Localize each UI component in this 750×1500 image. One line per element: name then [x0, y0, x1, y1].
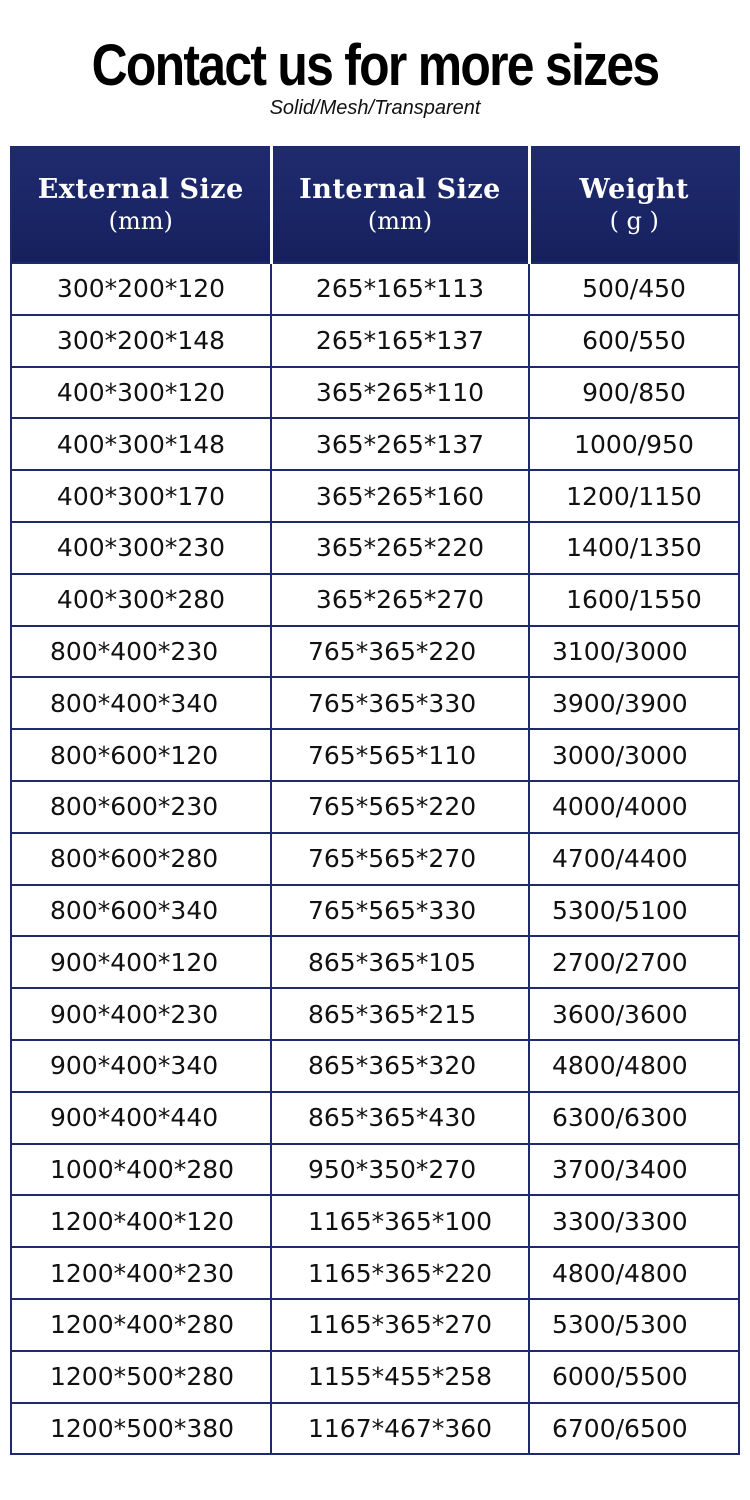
weight-cell: 3600/3600	[529, 988, 739, 1040]
table-header	[11, 147, 739, 263]
table-row	[11, 1403, 739, 1455]
table-row	[11, 263, 739, 315]
internal-size-cell: 865*365*105	[271, 936, 529, 988]
weight-cell: 3900/3900	[529, 677, 739, 729]
weight-cell: 5300/5100	[529, 885, 739, 937]
weight-cell: 6700/6500	[529, 1403, 739, 1455]
external-size-cell: 900*400*230	[11, 988, 271, 1040]
internal-size-cell: 265*165*137	[271, 315, 529, 367]
internal-size-cell: 365*265*110	[271, 367, 529, 419]
weight-cell: 2700/2700	[529, 936, 739, 988]
header-weight-label: Weight	[579, 174, 690, 205]
header-weight	[529, 147, 739, 263]
weight-cell: 6300/6300	[529, 1092, 739, 1144]
internal-size-cell: 365*265*220	[271, 522, 529, 574]
external-size-cell: 400*300*230	[11, 522, 271, 574]
internal-size-cell: 865*365*320	[271, 1040, 529, 1092]
external-size-cell: 1000*400*280	[11, 1144, 271, 1196]
table-row	[11, 315, 739, 367]
table-header-row	[11, 147, 739, 263]
table-row	[11, 833, 739, 885]
table-row	[11, 677, 739, 729]
weight-cell: 6000/5500	[529, 1351, 739, 1403]
external-size-cell: 400*300*170	[11, 470, 271, 522]
internal-size-cell: 1165*365*100	[271, 1195, 529, 1247]
table-row	[11, 988, 739, 1040]
external-size-cell: 1200*400*120	[11, 1195, 271, 1247]
internal-size-cell: 950*350*270	[271, 1144, 529, 1196]
header-internal-size-unit: (mm)	[367, 207, 433, 235]
external-size-cell: 900*400*440	[11, 1092, 271, 1144]
page-subheadline: Solid/Mesh/Transparent	[269, 97, 481, 119]
external-size-cell: 800*600*120	[11, 729, 271, 781]
external-size-cell: 900*400*340	[11, 1040, 271, 1092]
table-row	[11, 626, 739, 678]
internal-size-cell: 765*565*330	[271, 885, 529, 937]
weight-cell: 4700/4400	[529, 833, 739, 885]
internal-size-cell: 365*265*137	[271, 418, 529, 470]
internal-size-cell: 765*565*270	[271, 833, 529, 885]
external-size-cell: 900*400*120	[11, 936, 271, 988]
table-row	[11, 1092, 739, 1144]
external-size-cell: 300*200*148	[11, 315, 271, 367]
weight-cell: 1600/1550	[529, 574, 739, 626]
external-size-cell: 400*300*148	[11, 418, 271, 470]
header-internal-size-label: Internal Size	[299, 174, 501, 205]
external-size-cell: 800*600*280	[11, 833, 271, 885]
table-row	[11, 470, 739, 522]
weight-cell: 500/450	[529, 263, 739, 315]
internal-size-cell: 365*265*270	[271, 574, 529, 626]
table-row	[11, 936, 739, 988]
external-size-cell: 1200*400*230	[11, 1247, 271, 1299]
internal-size-cell: 1165*365*270	[271, 1299, 529, 1351]
external-size-cell: 1200*500*280	[11, 1351, 271, 1403]
weight-cell: 1400/1350	[529, 522, 739, 574]
weight-cell: 4800/4800	[529, 1247, 739, 1299]
external-size-cell: 800*400*340	[11, 677, 271, 729]
internal-size-cell: 865*365*430	[271, 1092, 529, 1144]
weight-cell: 3700/3400	[529, 1144, 739, 1196]
table-row	[11, 781, 739, 833]
internal-size-cell: 765*365*220	[271, 626, 529, 678]
header-internal-size	[271, 147, 529, 263]
table-row	[11, 729, 739, 781]
external-size-cell: 1200*500*380	[11, 1403, 271, 1455]
weight-cell: 3100/3000	[529, 626, 739, 678]
table-row	[11, 1247, 739, 1299]
external-size-cell: 800*400*230	[11, 626, 271, 678]
weight-cell: 600/550	[529, 315, 739, 367]
header-external-size-label: External Size	[37, 174, 244, 205]
internal-size-cell: 365*265*160	[271, 470, 529, 522]
weight-cell: 3300/3300	[529, 1195, 739, 1247]
weight-cell: 4000/4000	[529, 781, 739, 833]
table-body	[11, 263, 739, 1454]
external-size-cell: 800*600*340	[11, 885, 271, 937]
header-external-size-unit: (mm)	[108, 207, 173, 235]
external-size-cell: 800*600*230	[11, 781, 271, 833]
table-row	[11, 1144, 739, 1196]
internal-size-cell: 765*565*110	[271, 729, 529, 781]
table-row	[11, 367, 739, 419]
weight-cell: 4800/4800	[529, 1040, 739, 1092]
weight-cell: 1000/950	[529, 418, 739, 470]
size-spec-table	[10, 146, 740, 1455]
internal-size-cell: 765*365*330	[271, 677, 529, 729]
table-row	[11, 1351, 739, 1403]
internal-size-cell: 265*165*113	[271, 263, 529, 315]
internal-size-cell: 1155*455*258	[271, 1351, 529, 1403]
external-size-cell: 400*300*120	[11, 367, 271, 419]
header-weight-unit: ( g )	[609, 207, 659, 235]
table-row	[11, 522, 739, 574]
table-row	[11, 1299, 739, 1351]
external-size-cell: 300*200*120	[11, 263, 271, 315]
internal-size-cell: 765*565*220	[271, 781, 529, 833]
weight-cell: 1200/1150	[529, 470, 739, 522]
table-row	[11, 574, 739, 626]
external-size-cell: 400*300*280	[11, 574, 271, 626]
weight-cell: 900/850	[529, 367, 739, 419]
internal-size-cell: 1165*365*220	[271, 1247, 529, 1299]
table-row	[11, 1195, 739, 1247]
external-size-cell: 1200*400*280	[11, 1299, 271, 1351]
internal-size-cell: 1167*467*360	[271, 1403, 529, 1455]
table-row	[11, 1040, 739, 1092]
header-external-size	[11, 147, 271, 263]
table-row	[11, 418, 739, 470]
internal-size-cell: 865*365*215	[271, 988, 529, 1040]
page-headline: Contact us for more sizes	[91, 33, 659, 98]
weight-cell: 3000/3000	[529, 729, 739, 781]
weight-cell: 5300/5300	[529, 1299, 739, 1351]
table-row	[11, 885, 739, 937]
